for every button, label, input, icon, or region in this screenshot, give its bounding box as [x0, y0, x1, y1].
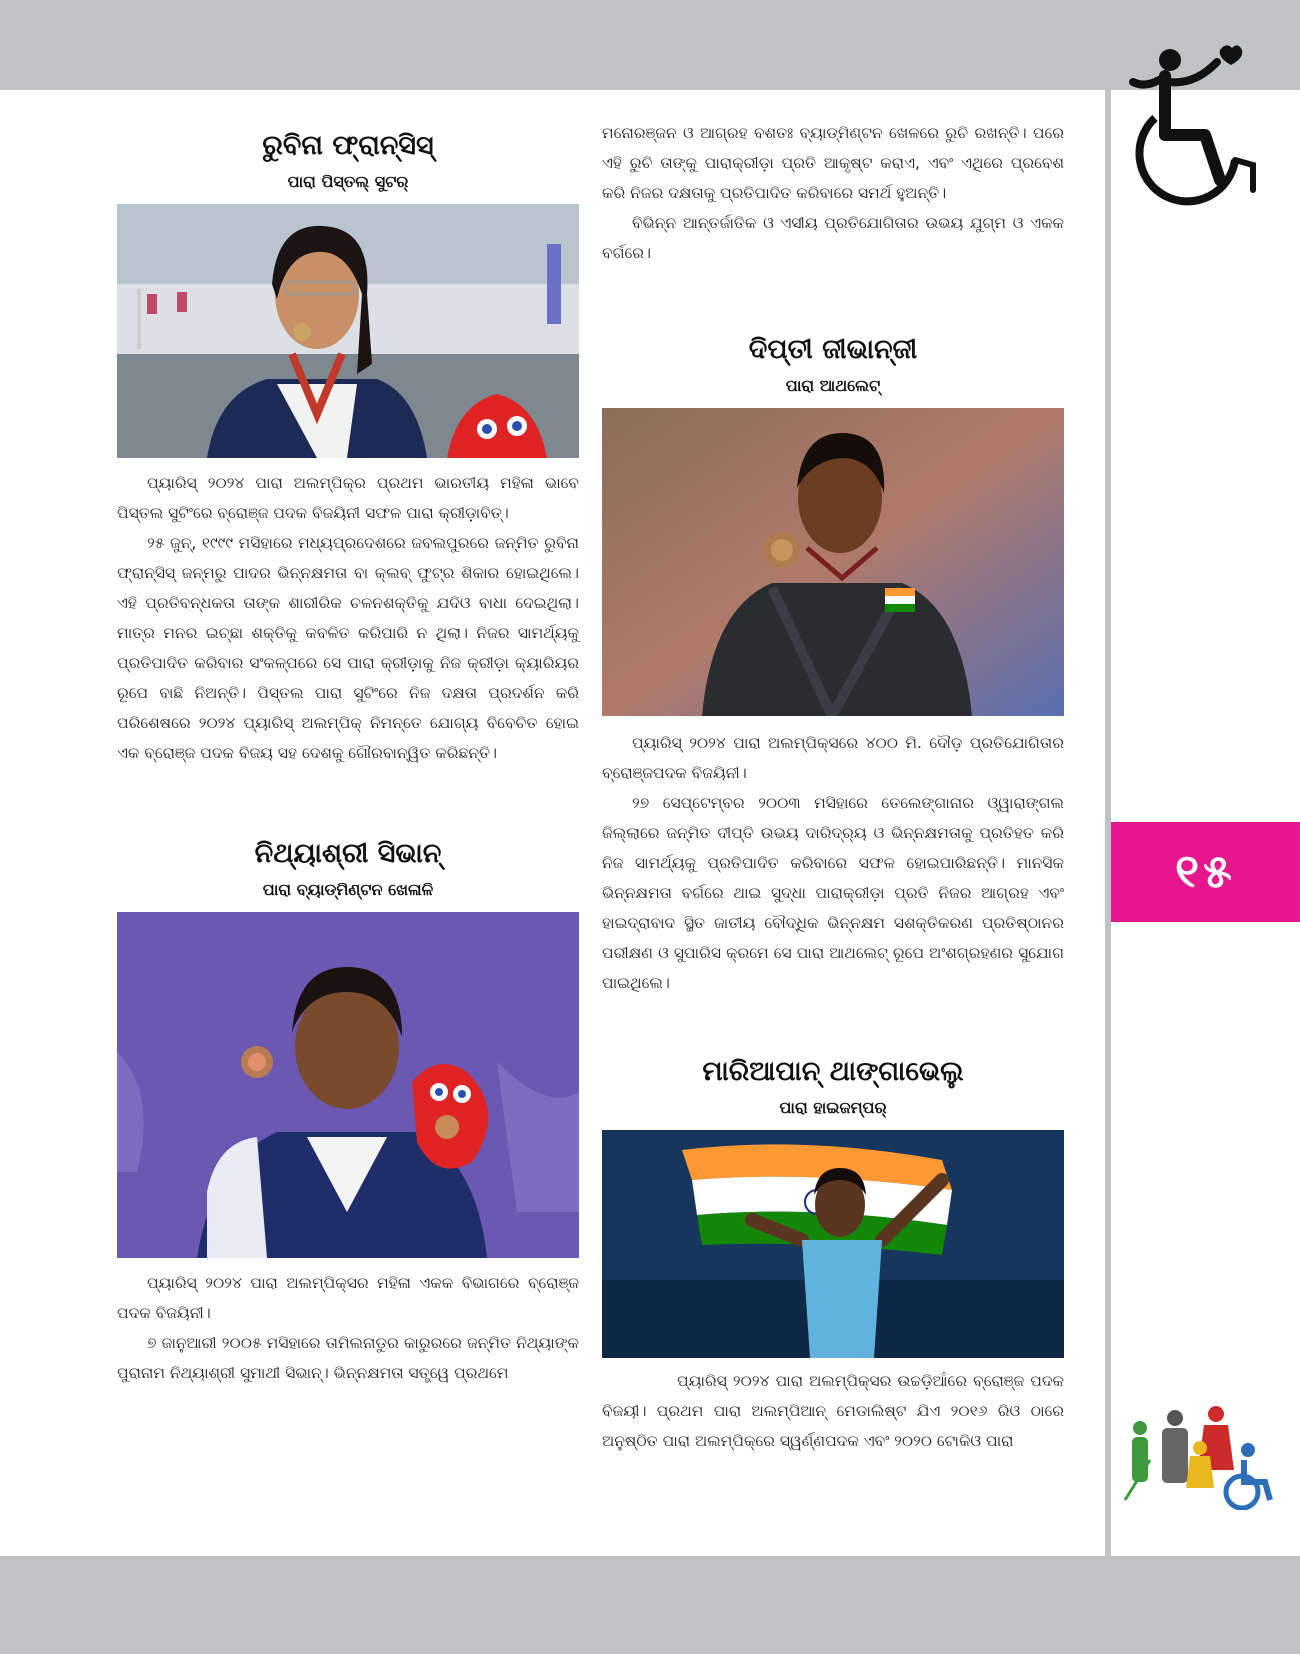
profile-role: ପାରା ଆଥଲେଟ୍: [785, 376, 881, 395]
paragraph: ପ୍ୟାରିସ୍ ୨୦୨୪ ପାରା ଅଲମ୍ପିକ୍ସର ମହିଳା ଏକକ ବିଭାଗରେ ବ୍ରୋଞ୍ଜ ପଦକ ବିଜୟିନୀ।: [117, 1274, 579, 1322]
page-number: ୧୫: [1111, 822, 1300, 922]
paragraph: ମନୋରଞ୍ଜନ ଓ ଆଗ୍ରହ ବଶତଃ ବ୍ୟାଡ୍‌ମିଣ୍ଟନ ଖେଳରେ ରୁଚି ରଖନ୍ତି। ପରେ ଏହି ରୁଚି ତାଙ୍କୁ ପାରାକ୍ରୀଡ଼ା ପ୍ରତି ଆକୃଷ୍ଟ କରାଏ, ଏବଂ ଏଥିରେ ପ୍ରବେଶ କରି ନିଜର ଦକ୍ଷତାକୁ ପ୍ରତିପାଦିତ କରିବାରେ ସମର୍ଥ ହୁଅନ୍ତି।: [602, 124, 1064, 202]
bottom-band: [0, 1556, 1300, 1654]
profile-name: ନିଥ୍ୟାଶ୍ରୀ ସିଭାନ୍: [254, 838, 442, 869]
profile-role: ପାରା ପିସ୍ତଲ୍ ସୁଟର୍: [287, 172, 409, 191]
photo-nithya-sre-sivan: [117, 912, 579, 1258]
photo-deepthi-jeevanji: [602, 408, 1064, 716]
paragraph: ୨୭ ସେପ୍ଟେମ୍ବର ୨୦୦୩ ମସିହାରେ ତେଲେଙ୍ଗାନାର ଓ୍ୱାରାଙ୍ଗଲ ଜିଲ୍ଲାରେ ଜନ୍ମିତ ଦୀପ୍ତି ଉଭୟ ଦାରିଦ୍ର୍ୟ ଓ ଭିନ୍ନକ୍ଷମତାକୁ ପ୍ରତିହତ କରି ନିଜ ସାମର୍ଥ୍ୟକୁ ପ୍ରତିପାଦିତ କରିବାରେ ସଫଳ ହୋଇପାରିଛନ୍ତି। ମାନସିକ ଭିନ୍ନକ୍ଷମତା ବର୍ଗରେ ଥାଇ ସୁଦ୍ଧା ପାରାକ୍ରୀଡ଼ା ପ୍ରତି ନିଜର ଆଗ୍ରହ ଏବଂ ହାଇଦ୍ରାବାଦ ସ୍ଥିତ ଜାତୀୟ ବୌଦ୍ଧିକ ଭିନ୍ନକ୍ଷମ ସଶକ୍ତିକରଣ ପ୍ରତିଷ୍ଠାନର ପରୀକ୍ଷଣ ଓ ସୁପାରିସ କ୍ରମେ ସେ ପାରା ଆଥଲେଟ୍ ରୂପେ ଅଂଶଗ୍ରହଣର ସୁଯୋଗ ପାଇଥିଲେ।: [602, 794, 1064, 992]
paragraph: ୭ ଜାନୁଆରୀ ୨୦୦୫ ମସିହାରେ ତାମିଲନାଡୁର କାରୁରରେ ଜନ୍ମିତ ନିଥ୍ୟାଙ୍କ ପୁରାନାମ ନିଥ୍ୟାଶ୍ରୀ ସୁମାଥୀ ସିଭାନ୍। ଭିନ୍ନକ୍ଷମତା ସତ୍ତ୍ୱେ ପ୍ରଥମେ: [117, 1334, 579, 1382]
profile-name: ରୁବିନା ଫ୍ରାନ୍ସିସ୍: [262, 130, 434, 161]
profile-role: ପାରା ବ୍ୟାଡ୍‌ମିଣ୍ଟନ ଖେଳାଳି: [262, 880, 434, 899]
top-band: [0, 0, 1300, 90]
profile-role: ପାରା ହାଇଜମ୍ପର୍: [779, 1098, 887, 1117]
right-column: [602, 118, 1064, 1456]
paragraph: ପ୍ୟାରିସ୍ ୨୦୨୪ ପାରା ଅଲମ୍ପିକ୍ସର ଉଚ୍ଚଡ଼ିଆଁରେ ବ୍ରୋଞ୍ଜ ପଦକ ବିଜୟୀ। ପ୍ରଥମ ପାରା ଅଲମ୍ପିଆନ୍ ମେଡାଲିଷ୍ଟ ଯିଏ ୨୦୧୬ ରିଓ ଠାରେ ଅନୁଷ୍ଠିତ ପାରା ଅଲମ୍ପିକ୍‌ରେ ସ୍ୱର୍ଣ୍ଣପଦକ ଏବଂ ୨୦୨୦ ଟୋକିଓ ପାରା: [602, 1372, 1064, 1450]
profile-name: ମାରିଆପାନ୍ ଥାଙ୍ଗାଭେଲୁ: [702, 1056, 964, 1087]
paragraph: ପ୍ୟାରିସ୍ ୨୦୨୪ ପାରା ଅଲମ୍ପିକ୍‌ର ପ୍ରଥମ ଭାରତୀୟ ମହିଳା ଭାବେ ପିସ୍ତଲ ସୁଟିଂରେ ବ୍ରୋଞ୍ଜ ପଦକ ବିଜୟିନୀ ସଫଳ ପାରା କ୍ରୀଡ଼ାବିତ୍।: [117, 474, 579, 522]
people-with-disabilities-icon: [1120, 1400, 1280, 1510]
photo-rubina-francis: [117, 204, 579, 458]
paragraph: ବିଭିନ୍ନ ଆନ୍ତର୍ଜାତିକ ଓ ଏସୀୟ ପ୍ରତିଯୋଗିତାର ଉଭୟ ଯୁଗ୍ମ ଓ ଏକକ ବର୍ଗରେ।: [602, 214, 1064, 262]
left-column: [117, 130, 579, 1388]
photo-mariyappan-thangavelu: [602, 1130, 1064, 1358]
profile-name: ଦିପ୍ତୀ ଜୀଭାନ୍‌ଜୀ: [748, 334, 918, 365]
paragraph: ୨୫ ଜୁନ୍, ୧୯୯୯ ମସିହାରେ ମଧ୍ୟପ୍ରଦେଶରେ ଜବଲପୁରରେ ଜନ୍ମିତ ରୁବିନା ଫ୍ରାନ୍ସିସ୍ ଜନ୍ମରୁ ପାଦର ଭିନ୍ନକ୍ଷମତା ବା କ୍ଲବ୍ ଫୁଟ୍‌ର ଶିକାର ହୋଇଥିଲେ। ଏହି ପ୍ରତିବନ୍ଧକତା ତାଙ୍କ ଶାରୀରିକ ଚଳନଶକ୍ତିକୁ ଯଦିଓ ବାଧା ଦେଇଥିଲା। ମାତ୍ର ମନର ଇଚ୍ଛା ଶକ୍ତିକୁ କବଳିତ କରିପାରି ନ ଥିଲା। ନିଜର ସାମର୍ଥ୍ୟକୁ ପ୍ରତିପାଦିତ କରିବାର ସଂକଳ୍ପରେ ସେ ପାରା କ୍ରୀଡ଼ାକୁ ନିଜ କ୍ରୀଡ଼ା କ୍ୟାରିୟର ରୂପେ ବାଛି ନିଅନ୍ତି। ପିସ୍ତଲ ପାରା ସୁଟିଂରେ ନିଜ ଦକ୍ଷତା ପ୍ରଦର୍ଶନ କରି ପରିଶେଷରେ ୨୦୨୪ ପ୍ୟାରିସ୍ ଅଲମ୍ପିକ୍ ନିମନ୍ତେ ଯୋଗ୍ୟ ବିବେଚିତ ହୋଇ ଏକ ବ୍ରୋଞ୍ଜ ପଦକ ବିଜୟ ସହ ଦେଶକୁ ଗୌରବାନ୍ୱିତ କରିଛନ୍ତି।: [117, 534, 579, 762]
paragraph: ପ୍ୟାରିସ୍ ୨୦୨୪ ପାରା ଅଲମ୍ପିକ୍ସରେ ୪୦୦ ମି. ଦୌଡ଼ ପ୍ରତିଯୋଗିତାର ବ୍ରୋଞ୍ଜପଦକ ବିଜୟିନୀ।: [602, 734, 1064, 782]
wheelchair-icon: [1125, 40, 1260, 210]
